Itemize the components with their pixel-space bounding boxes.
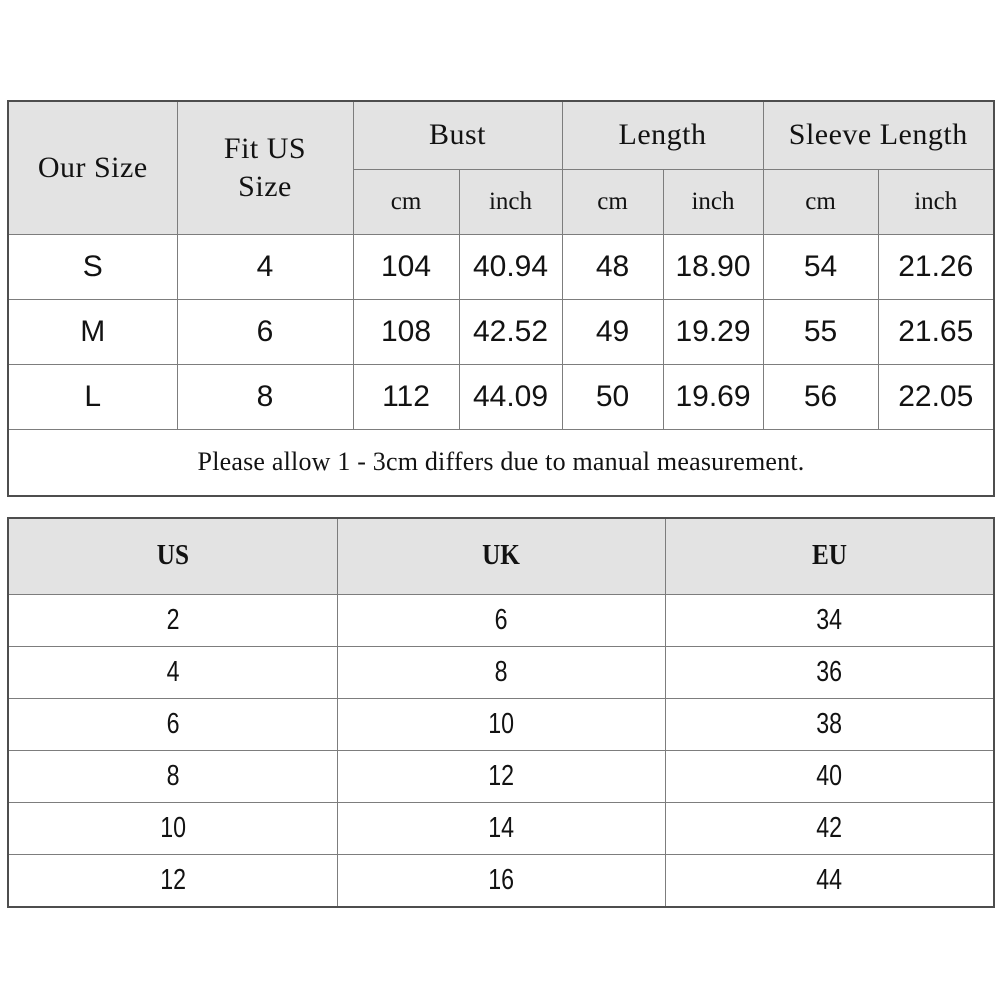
- table-row: [8, 594, 994, 646]
- header-bust: Bust: [353, 101, 562, 169]
- table-cell: [665, 802, 994, 854]
- conversion-chart-header-row: [8, 518, 994, 594]
- header-eu: [665, 518, 994, 594]
- table-cell: [665, 646, 994, 698]
- table-row-size-s: [8, 234, 994, 299]
- table-cell: [8, 750, 337, 802]
- table-cell: [337, 802, 665, 854]
- cell-value: 10: [159, 811, 186, 844]
- table-cell: 55: [763, 299, 878, 364]
- header-bust-cm: cm: [353, 169, 459, 234]
- table-cell: 48: [562, 234, 663, 299]
- table-cell: [665, 750, 994, 802]
- cell-value: 4: [166, 655, 180, 688]
- table-cell: [665, 594, 994, 646]
- table-row: [8, 698, 994, 750]
- measurement-note: Please allow 1 - 3cm differs due to manual measurement.: [8, 429, 994, 496]
- table-cell: [8, 854, 337, 907]
- table-cell: 8: [177, 364, 353, 429]
- cell-value: 14: [488, 811, 514, 844]
- cell-value: 42: [816, 811, 843, 844]
- table-cell: [337, 750, 665, 802]
- measurement-note-row: [8, 429, 994, 496]
- header-sleeve-inch: inch: [878, 169, 994, 234]
- table-cell: [8, 698, 337, 750]
- table-row: [8, 854, 994, 907]
- table-cell: 6: [177, 299, 353, 364]
- table-cell: 108: [353, 299, 459, 364]
- table-cell: L: [8, 364, 177, 429]
- table-cell: 40.94: [459, 234, 562, 299]
- conversion-chart-table: [7, 517, 995, 908]
- table-cell: [665, 698, 994, 750]
- header-length-cm: cm: [562, 169, 663, 234]
- cell-value: 44: [816, 863, 843, 896]
- size-chart-table: [7, 100, 995, 497]
- table-cell: M: [8, 299, 177, 364]
- table-cell: 18.90: [663, 234, 763, 299]
- size-chart-header-row-groups: [8, 101, 994, 169]
- cell-value: 16: [488, 863, 514, 896]
- table-row-size-m: [8, 299, 994, 364]
- table-cell: 50: [562, 364, 663, 429]
- cell-value: 6: [494, 603, 508, 636]
- cell-value: 12: [159, 863, 186, 896]
- table-cell: [8, 594, 337, 646]
- header-fit-us-size-label: Fit US Size: [223, 132, 307, 203]
- cell-value: 34: [816, 603, 843, 636]
- header-length-inch: inch: [663, 169, 763, 234]
- header-bust-inch: inch: [459, 169, 562, 234]
- header-uk-label: UK: [482, 540, 520, 572]
- table-cell: 112: [353, 364, 459, 429]
- table-row-size-l: [8, 364, 994, 429]
- table-cell: 4: [177, 234, 353, 299]
- table-row: [8, 802, 994, 854]
- table-cell: 104: [353, 234, 459, 299]
- header-fit-us-size: [177, 101, 353, 234]
- table-cell: 54: [763, 234, 878, 299]
- table-cell: [337, 594, 665, 646]
- table-cell: 44.09: [459, 364, 562, 429]
- header-sleeve-cm: cm: [763, 169, 878, 234]
- table-cell: 22.05: [878, 364, 994, 429]
- cell-value: 8: [494, 655, 508, 688]
- table-cell: 42.52: [459, 299, 562, 364]
- header-our-size: Our Size: [8, 101, 177, 234]
- table-cell: [337, 854, 665, 907]
- header-us-label: US: [156, 540, 189, 572]
- table-cell: 49: [562, 299, 663, 364]
- cell-value: 38: [816, 707, 843, 740]
- cell-value: 12: [488, 759, 514, 792]
- table-cell: [8, 802, 337, 854]
- table-cell: [337, 698, 665, 750]
- cell-value: 36: [816, 655, 843, 688]
- table-row: [8, 646, 994, 698]
- table-row: [8, 750, 994, 802]
- table-cell: 56: [763, 364, 878, 429]
- table-cell: [665, 854, 994, 907]
- header-sleeve-length: Sleeve Length: [763, 101, 994, 169]
- table-cell: [337, 646, 665, 698]
- table-cell: 21.26: [878, 234, 994, 299]
- header-us: [8, 518, 337, 594]
- header-eu-label: EU: [811, 540, 847, 572]
- table-cell: S: [8, 234, 177, 299]
- table-cell: [8, 646, 337, 698]
- cell-value: 10: [488, 707, 514, 740]
- table-cell: 19.69: [663, 364, 763, 429]
- cell-value: 40: [816, 759, 843, 792]
- cell-value: 2: [166, 603, 180, 636]
- cell-value: 6: [166, 707, 180, 740]
- table-cell: 19.29: [663, 299, 763, 364]
- cell-value: 8: [166, 759, 180, 792]
- table-cell: 21.65: [878, 299, 994, 364]
- header-length: Length: [562, 101, 763, 169]
- header-uk: [337, 518, 665, 594]
